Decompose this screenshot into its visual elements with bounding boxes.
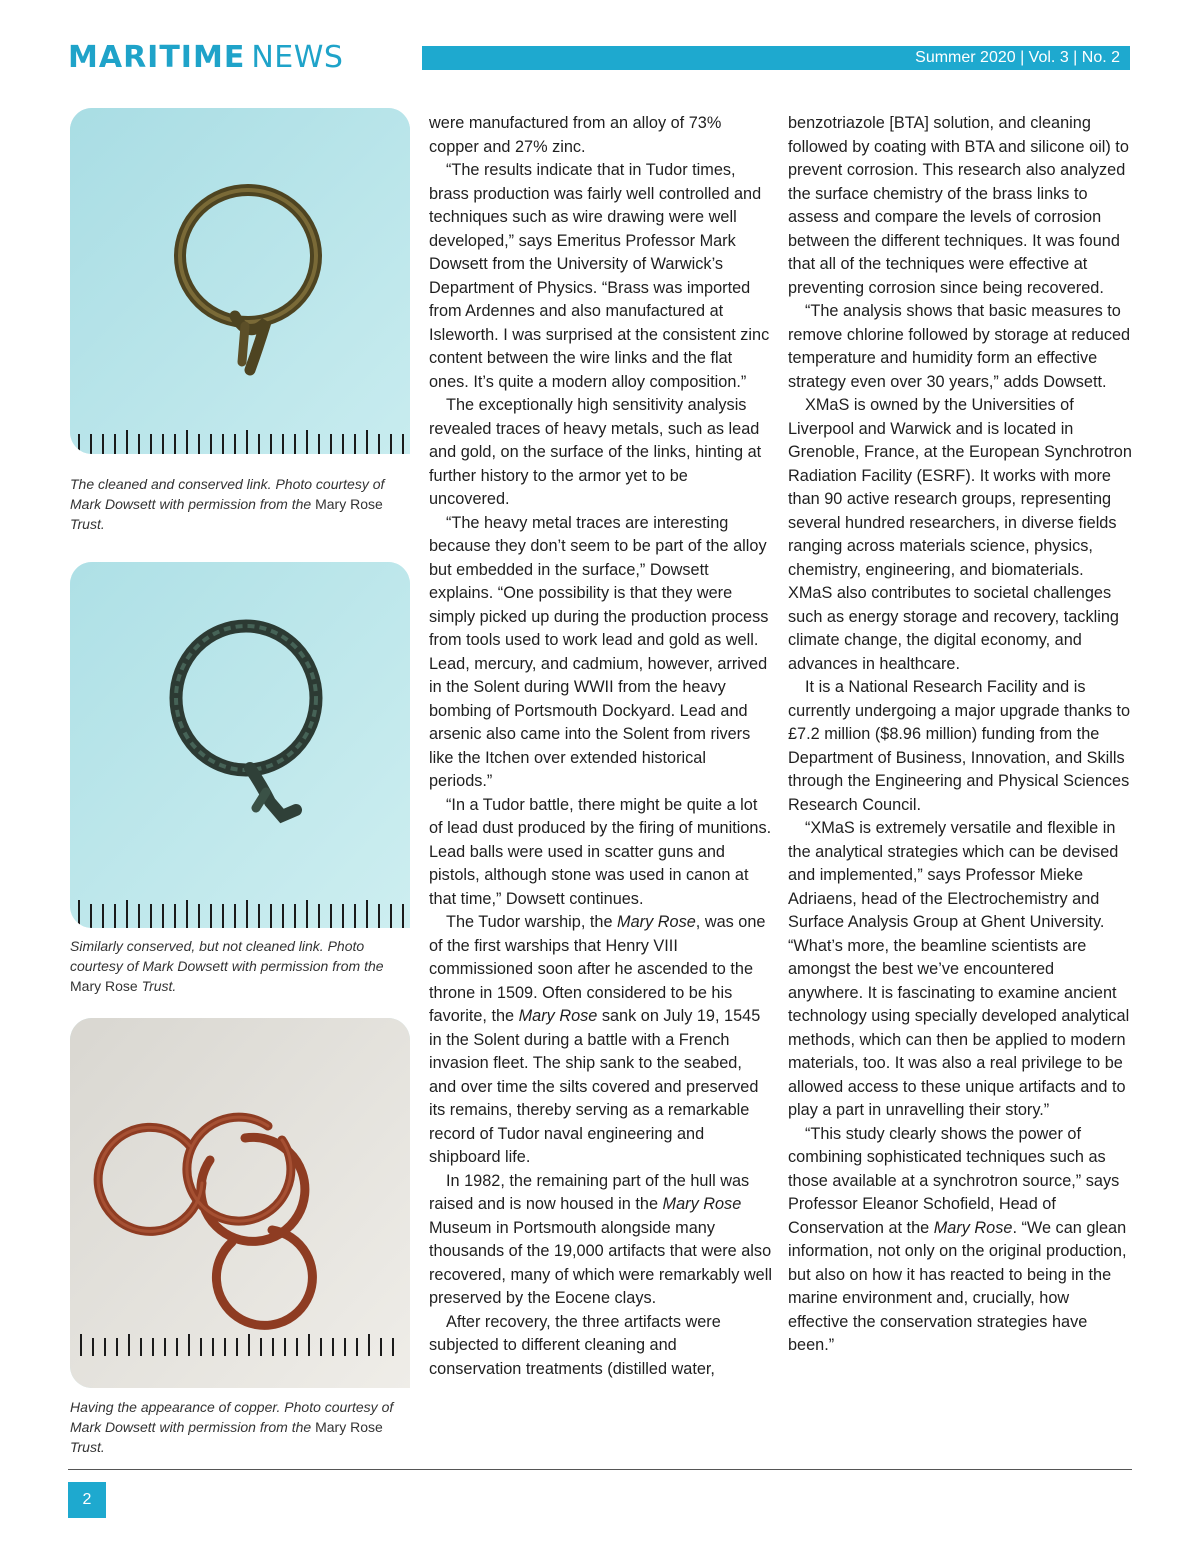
paragraph: XMaS is owned by the Universities of Liverpool and Warwick and is located in Grenoble, France, at the European Synchrotron Radiation Facility (ESRF). It works with more than 90 active research groups, representing several hundred researchers, in diverse fields ranging across materials science, physics, chemistry, engineering, and biomaterials. XMaS also contributes to societal challenges such as energy storage and recovery, tackling climate change, the digital economy, and advances in healthcare. [788,396,1132,673]
paragraph: “The heavy metal traces are interesting because they don’t seem to be part of the alloy but embedded in the surface,” Dowsett explains. “One possibility is that they were simply picked up during the production process from tools used to work lead and gold as well. Lead, mercury, and cadmium, however, arrived in the Solent during WWII from the heavy bombing of Portsmouth Dockyard. Lead and arsenic also came into the Solent from rivers like the Itchen over extended historical periods.” [429,513,769,790]
paragraph: The exceptionally high sensitivity analysis revealed traces of heavy metals, such as lead and gold, on the surface of the links, hinting at further history to the armor yet to be uncovered. [429,396,762,508]
paragraph: “In a Tudor battle, there might be quite a lot of lead dust produced by the firing of munitions. Lead balls were used in scatter guns and pistols, although stone was used in canon at that time,” Dowsett continues. [429,795,772,908]
paragraph: “The results indicate that in Tudor times, brass production was fairly well controlled and techniques such as wire drawing were well developed,” says Emeritus Professor Mark Dowsett from the University of Warwick’s Department of Physics. “Brass was imported from Ardennes and also manufactured at Isleworth. I was surprised at the consistent zinc content between the wire links and the flat ones. It’s quite a modern alloy composition.” [429,161,770,391]
paragraph: were manufactured from an alloy of 73% copper and 27% zinc. [429,114,722,156]
footer-divider [68,1469,1132,1470]
caption-cleaned-link: The cleaned and conserved link. Photo courtesy of Mark Dowsett with permission from the Mary Rose Trust. [70,476,385,532]
photo-cleaned-link [70,108,410,454]
paragraph: “The analysis shows that basic measures to remove chlorine followed by storage at reduced temperature and humidity form an effective strategy even over 30 years,” adds Dowsett. [788,302,1131,391]
caption-copper-links: Having the appearance of copper. Photo courtesy of Mark Dowsett with permission from the Mary Rose Trust. [70,1399,394,1455]
paragraph: In 1982, the remaining part of the hull was raised and is now housed in the Mary Rose Museum in Portsmouth alongside many thousands of the 19,000 artifacts that were also recovered, many of which were remarkably well preserved by the Eocene clays. [429,1171,772,1307]
page-number-badge [68,1482,106,1518]
paragraph: After recovery, the three artifacts were subjected to different cleaning and conservation treatments (distilled water, [429,1312,721,1378]
issue-info-bar [422,46,1130,70]
paragraph: benzotriazole [BTA] solution, and cleaning followed by coating with BTA and silicone oil) to prevent corrosion. This research also analyzed the surface chemistry of the brass links to assess and compare the levels of corrosion between the different techniques. It was found that all of the techniques were effective at preventing corrosion since being recovered. [788,114,1129,297]
article-column-2 [788,112,1132,1358]
paragraph: “This study clearly shows the power of combining sophisticated techniques such as those available at a synchrotron source,” says Professor Eleanor Schofield, Head of Conservation at the Mary Rose. “We can glean information, not only on the original production, but also on how it has reacted to being in the marine environment and, crucially, how effective the conservation strategies have been.” [788,1124,1127,1354]
article-column-1 [429,112,772,1381]
caption-uncleaned-link: Similarly conserved, but not cleaned link. Photo courtesy of Mark Dowsett with permission from the Mary Rose Trust. [70,938,384,994]
paragraph: It is a National Research Facility and is currently undergoing a major upgrade thanks to £7.2 million ($8.96 million) funding from the Department of Business, Innovation, and Skills through the Engineering and Physical Sciences Research Council. [788,678,1131,814]
masthead [68,40,343,74]
brand-logo-light: NEWS [251,39,344,75]
brand-logo-bold: MARITIME [68,39,246,75]
paragraph: The Tudor warship, the Mary Rose, was one of the first warships that Henry VIII commissioned soon after he ascended to the throne in 1509. Often considered to be his favorite, the Mary Rose sank on July 19, 1545 in the Solent during a battle with a French invasion fleet. The ship sank to the seabed, and over time the silts covered and preserved its remains, thereby serving as a remarkable record of Tudor naval engineering and shipboard life. [429,913,766,1166]
photo-copper-links [70,1018,410,1388]
page-number: 2 [82,1491,92,1508]
paragraph: “XMaS is extremely versatile and flexible in the analytical strategies which can be devised and implemented,” says Professor Mieke Adriaens, head of the Electrochemistry and Surface Analysis Group at Ghent University. “What’s more, the beamline scientists are amongst the best we’ve encountered anywhere. It is fascinating to examine ancient technology using specially developed analytical methods, which can then be applied to modern materials, too. It was also a real privilege to be allowed access to these unique artifacts and to play a part in unravelling their story.” [788,819,1130,1119]
issue-info: Summer 2020 | Vol. 3 | No. 2 [915,49,1120,66]
photo-uncleaned-link [70,562,410,928]
